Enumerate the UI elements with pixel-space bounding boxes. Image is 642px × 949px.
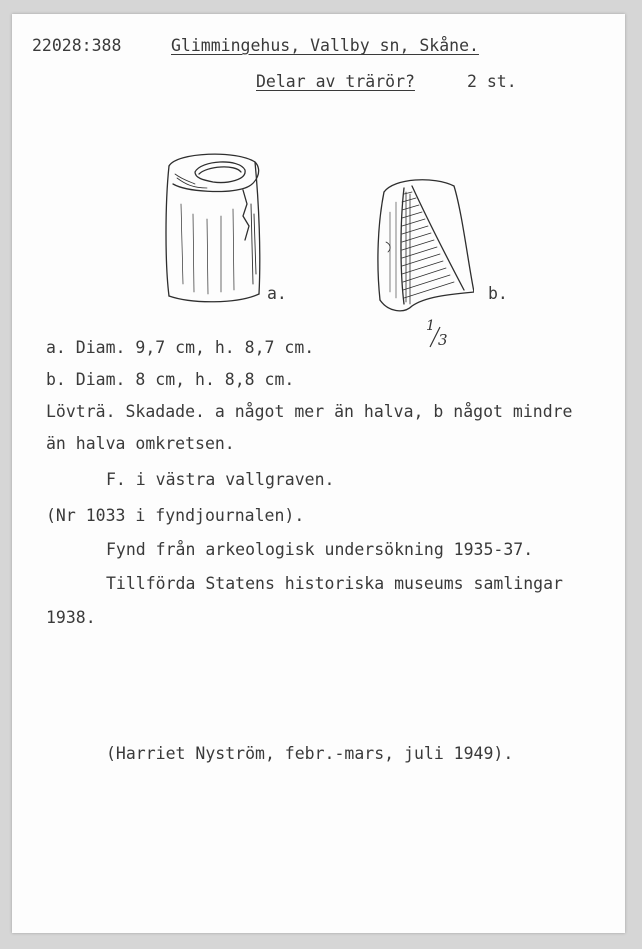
text-line-9: 1938. bbox=[46, 608, 96, 627]
text-line-8: Tillförda Statens historiska museums samlingar bbox=[106, 574, 563, 593]
text-line-6: (Nr 1033 i fyndjournalen). bbox=[46, 506, 305, 525]
scale-numerator: 1 bbox=[426, 318, 435, 334]
signature: (Harriet Nyström, febr.-mars, juli 1949). bbox=[106, 744, 514, 763]
find-location: Glimmingehus, Vallby sn, Skåne. bbox=[171, 36, 479, 55]
object-title: Delar av trärör? bbox=[256, 72, 415, 91]
text-line-2: b. Diam. 8 cm, h. 8,8 cm. bbox=[46, 370, 295, 389]
catalog-number: 22028:388 bbox=[32, 36, 122, 55]
scale-denominator: 3 bbox=[438, 331, 448, 349]
object-count: 2 st. bbox=[467, 72, 517, 91]
drawing-label-b: b. bbox=[488, 284, 508, 303]
drawing-label-a: a. bbox=[267, 284, 287, 303]
catalog-card bbox=[12, 14, 625, 933]
text-line-5: F. i västra vallgraven. bbox=[106, 470, 335, 489]
drawing-fragment-a bbox=[147, 144, 277, 304]
text-line-3: Lövträ. Skadade. a något mer än halva, b något mindre bbox=[46, 402, 573, 421]
text-line-4: än halva omkretsen. bbox=[46, 434, 235, 453]
text-line-7: Fynd från arkeologisk undersökning 1935-37. bbox=[106, 540, 534, 559]
text-line-1: a. Diam. 9,7 cm, h. 8,7 cm. bbox=[46, 338, 315, 357]
drawing-fragment-b bbox=[364, 172, 474, 312]
